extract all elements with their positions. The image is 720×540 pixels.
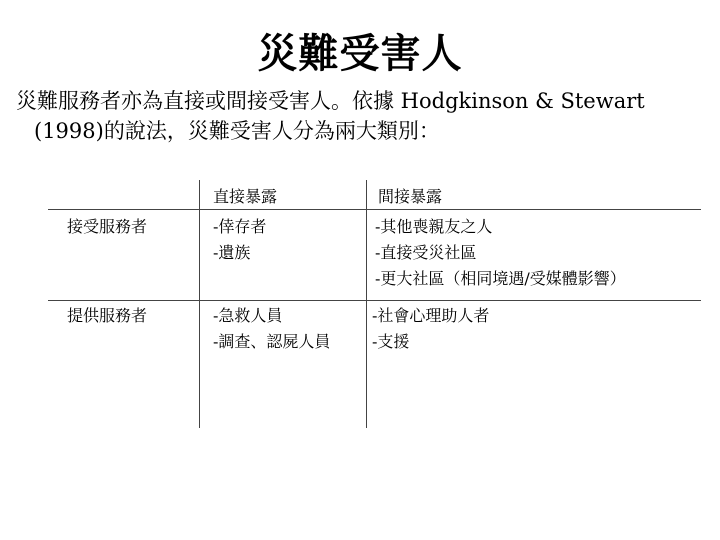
list-item: -急救人員 — [213, 306, 283, 325]
intro-paragraph — [16, 86, 706, 146]
row-divider — [48, 300, 701, 301]
intro-line-1: 災難服務者亦為直接或間接受害人。依據 Hodgkinson & Stewart — [16, 89, 645, 113]
page-title: 災難受害人 — [257, 31, 463, 77]
recipients-indirect-list — [375, 214, 626, 292]
providers-direct-list — [213, 303, 330, 355]
list-item: -遺族 — [213, 243, 251, 262]
list-item: -支援 — [372, 332, 410, 351]
header-direct: 直接暴露 — [213, 187, 278, 206]
list-item: -其他喪親友之人 — [375, 217, 493, 236]
list-item: -社會心理助人者 — [372, 306, 490, 325]
list-item: -倖存者 — [213, 217, 267, 236]
providers-indirect-list — [372, 303, 489, 355]
header-divider — [48, 209, 701, 210]
list-item: -更大社區（相同境遇/受媒體影響） — [375, 269, 626, 288]
row-label-recipients: 接受服務者 — [67, 217, 148, 236]
header-indirect: 間接暴露 — [378, 187, 443, 206]
column-divider-2 — [366, 180, 367, 428]
recipients-direct-list — [213, 214, 266, 266]
list-item: -直接受災社區 — [375, 243, 477, 262]
intro-line-2: (1998)的說法，災難受害人分為兩大類別： — [34, 119, 440, 143]
row-label-providers: 提供服務者 — [67, 306, 148, 325]
column-divider-1 — [199, 180, 200, 428]
list-item: -調查、認屍人員 — [213, 332, 331, 351]
